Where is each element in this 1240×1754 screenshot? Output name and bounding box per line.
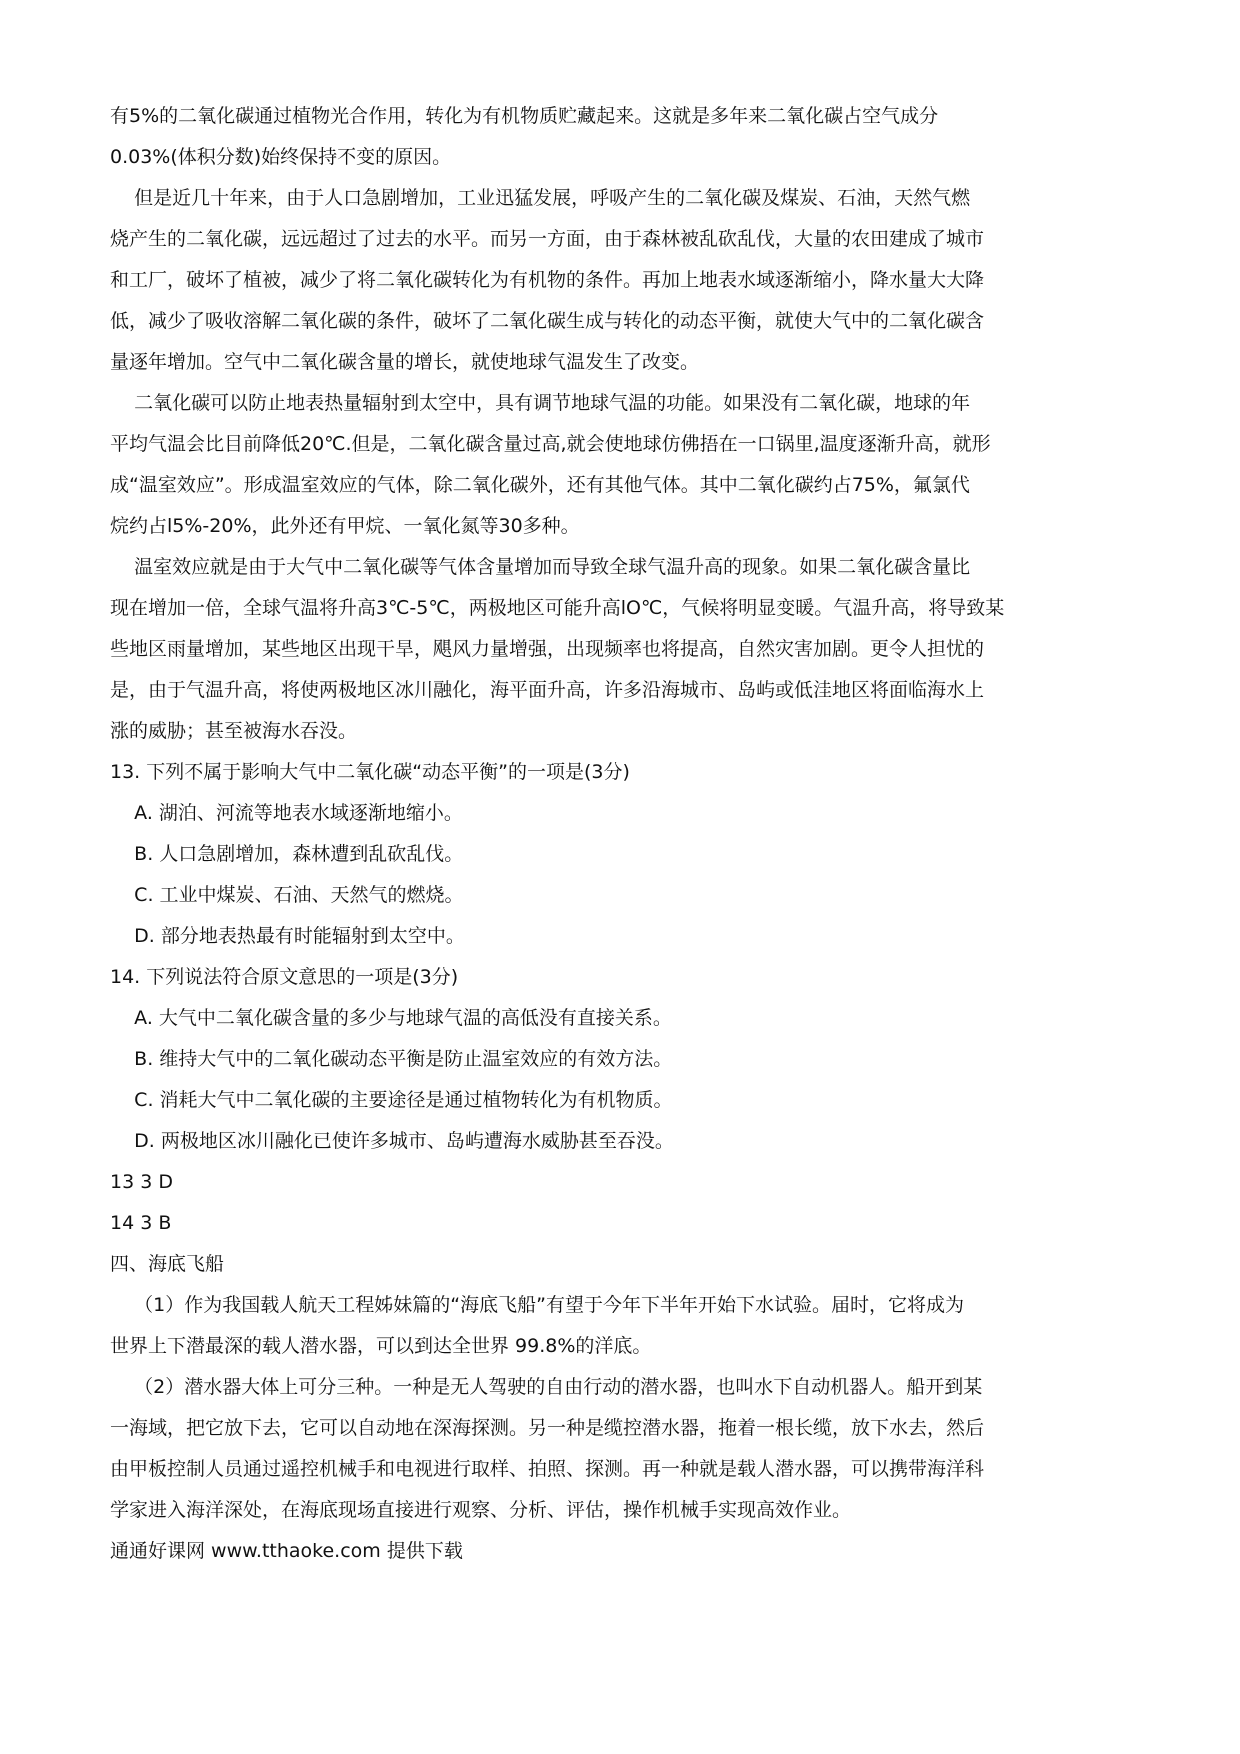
document-page <box>110 96 1130 1572</box>
document-text: 有5%的二氧化碳通过植物光合作用，转化为有机物质贮藏起来。这就是多年来二氧化碳占空气成分 0.03%(体积分数)始终保持不变的原因。 但是近几十年来，由于人口急剧增加，工业迅猛发展，呼吸产生的二氧化碳及煤炭、石油，天然气燃 烧产生的二氧化碳，远远超过了过去的水平。而另一方面，由于森林被乱砍乱伐，大量的农田建成了城市 和工厂，破坏了植被，减少了将二氧化碳转化为有机物的条件。再加上地表水域逐渐缩小，降水量大大降 低，减少了吸收溶解二氧化碳的条件，破坏了二氧化碳生成与转化的动态平衡，就使大气中的二氧化碳含 量逐年增加。空气中二氧化碳含量的增长，就使地球气温发生了改变。 二氧化碳可以防止地表热量辐射到太空中，具有调节地球气温的功能。如果没有二氧化碳，地球的年 平均气温会比目前降低20℃.但是，二氧化碳含量过高,就会使地球仿佛捂在一口锅里,温度逐渐升高，就形 成“温室效应”。形成温室效应的气体，除二氧化碳外，还有其他气体。其中二氧化碳约占75%，氟氯代 烷约占l5%-20%，此外还有甲烷、一氧化氮等30多种。 温室效应就是由于大气中二氧化碳等气体含量增加而导致全球气温升高的现象。如果二氧化碳含量比 现在增加一倍，全球气温将升高3℃-5℃，两极地区可能升高lO℃，气候将明显变暖。气温升高，将导致某 些地区雨量增加，某些地区出现干旱，飓风力量增强，出现频率也将提高，自然灾害加剧。更令人担忧的 是，由于气温升高，将使两极地区冰川融化，海平面升高，许多沿海城市、岛屿或低洼地区将面临海水上 涨的威胁；甚至被海水吞没。 13. 下列不属于影响大气中二氧化碳“动态平衡”的一项是(3分) A. 湖泊、河流等地表水域逐渐地缩小。 B. 人口急剧增加，森林遭到乱砍乱伐。 C. 工业中煤炭、石油、天然气的燃烧。 D. 部分地表热最有时能辐射到太空中。 14. 下列说法符合原文意思的一项是(3分) A. 大气中二氧化碳含量的多少与地球气温的高低没有直接关系。 B. 维持大气中的二氧化碳动态平衡是防止温室效应的有效方法。 C. 消耗大气中二氧化碳的主要途径是通过植物转化为有机物质。 D. 两极地区冰川融化已使许多城市、岛屿遭海水威胁甚至吞没。 13 3 D 14 3 B 四、海底飞船 （1）作为我国载人航天工程姊妹篇的“海底飞船”有望于今年下半年开始下水试验。届时，它将成为 世界上下潜最深的载人潜水器，可以到达全世界 99.8%的洋底。 （2）潜水器大体上可分三种。一种是无人驾驶的自由行动的潜水器，也叫水下自动机器人。船开到某 一海域，把它放下去，它可以自动地在深海探测。另一种是缆控潜水器，拖着一根长缆，放下水去，然后 由甲板控制人员通过遥控机械手和电视进行取样、拍照、探测。再一种就是载人潜水器，可以携带海洋科 学家进入海洋深处，在海底现场直接进行观察、分析、评估，操作机械手实现高效作业。 通通好课网 www.tthaoke.com 提供下载 <box>110 105 1005 1562</box>
